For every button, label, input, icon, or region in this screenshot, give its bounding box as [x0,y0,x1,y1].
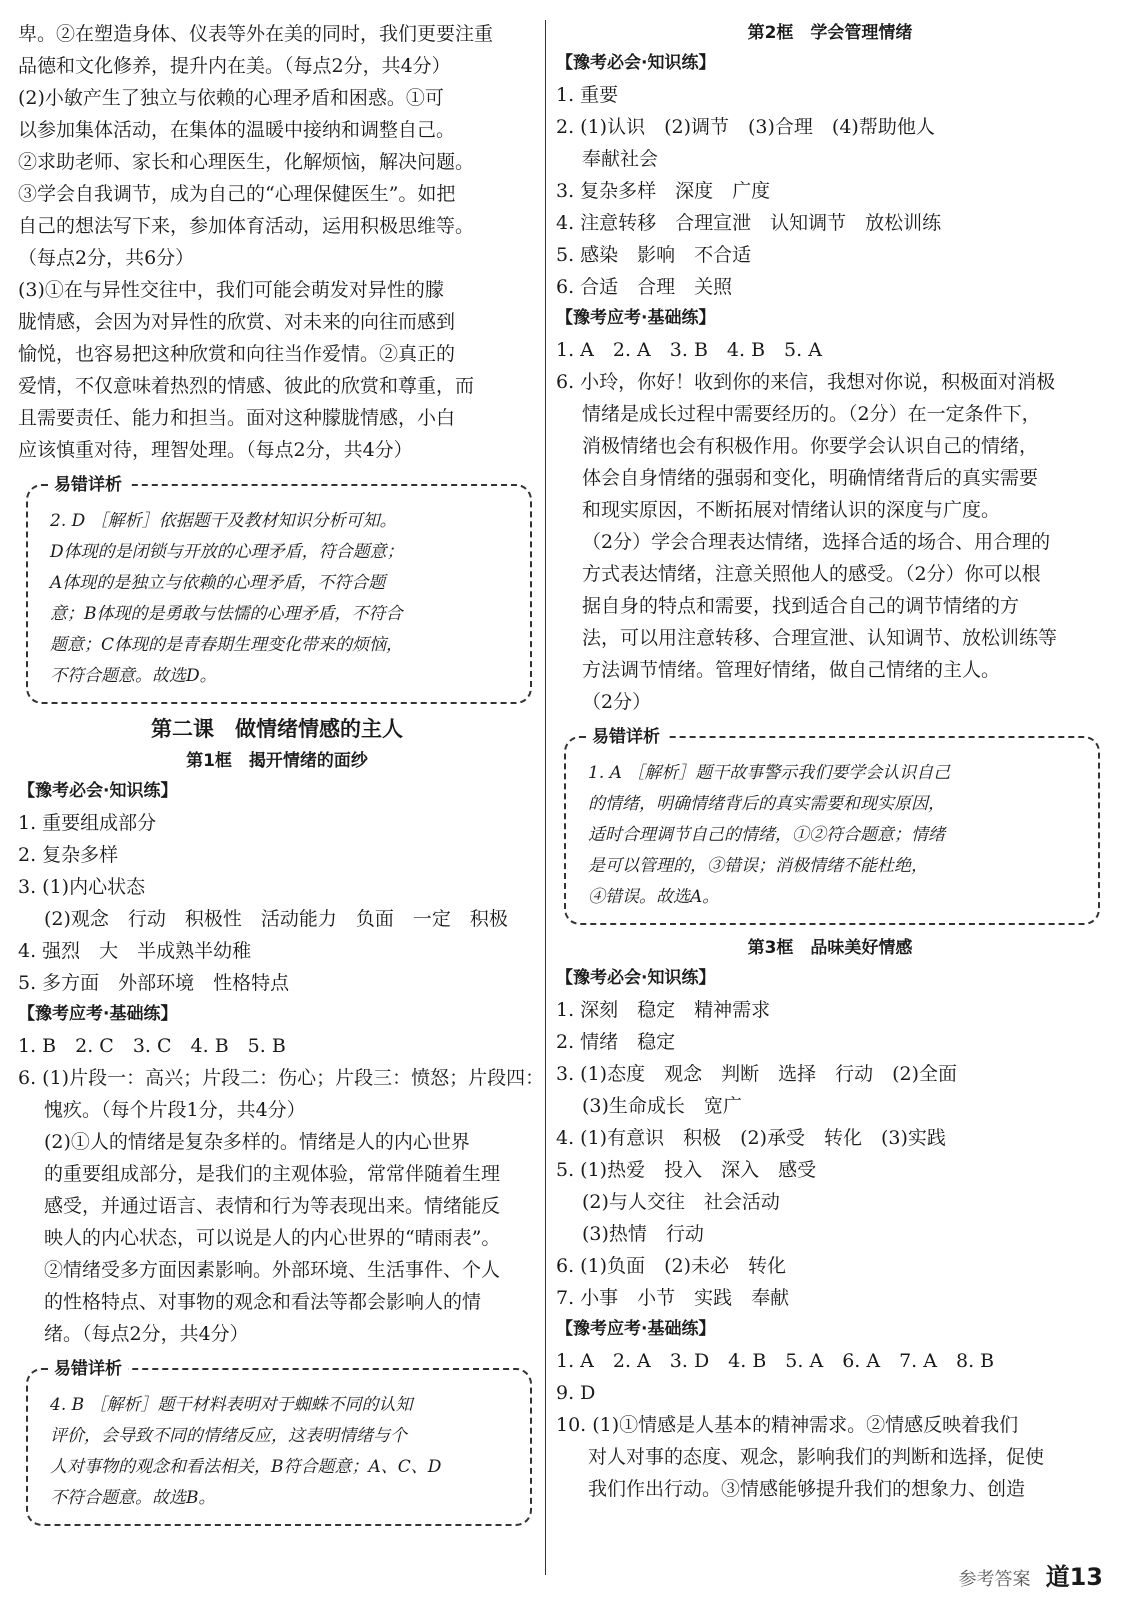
answer-line: 3. 复杂多样 深度 广度 [556,180,771,202]
answer-line: 1. A 2. A 3. B 4. B 5. A [556,339,822,361]
box-line: 意；B体现的是勇敢与怯懦的心理矛盾，不符合 [50,604,403,624]
answer-line: 方法调节情绪。管理好情绪，做自己情绪的主人。 [582,659,1001,681]
answer-line: (3)生命成长 宽广 [582,1095,742,1117]
answer-line: 3. (1)内心状态 [18,876,146,898]
box-line: 1. A ［解析］题干故事警示我们要学会认识自己 [588,763,951,783]
answer-line: 2. (1)认识 (2)调节 (3)合理 (4)帮助他人 [556,116,935,138]
box-line: 2. D ［解析］依据题干及教材知识分析可知。 [50,511,397,531]
answer-line: 映人的内心状态，可以说是人的内心世界的“晴雨表”。 [44,1227,501,1249]
section-tag: 【豫考应考·基础练】 [556,1319,716,1339]
answer-line: 5. (1)热爱 投入 深入 感受 [556,1159,817,1181]
answer-line: 6. 小玲，你好！收到你的来信，我想对你说，积极面对消极 [556,371,1056,393]
right-column [556,18,1104,1505]
answer-line: 我们作出行动。③情感能够提升我们的想象力、创造 [588,1478,1026,1500]
footer-label: 参考答案 [958,1569,1031,1590]
text-line: ②求助老师、家长和心理医生，化解烦恼，解决问题。 [18,151,475,173]
answer-line: 2. 情绪 稳定 [556,1031,676,1053]
answer-line: 6. (1)片段一：高兴；片段二：伤心；片段三：愤怒；片段四： [18,1067,545,1089]
section-title: 第3框 品味美好情感 [747,938,913,958]
section-tag: 【豫考必会·知识练】 [18,781,178,801]
box-line: 不符合题意。故选D。 [50,666,217,686]
error-analysis-box [26,1359,532,1526]
box-line: 题意；C体现的是青春期生理变化带来的烦恼， [50,635,404,655]
answer-line: 4. (1)有意识 积极 (2)承受 转化 (3)实践 [556,1127,946,1149]
answer-line: 1. B 2. C 3. C 4. B 5. B [18,1035,286,1057]
answer-line: 据自身的特点和需要，找到适合自己的调节情绪的方 [582,595,1020,617]
answer-line: 4. 注意转移 合理宣泄 认知调节 放松训练 [556,212,942,234]
answer-line: 2. 复杂多样 [18,844,119,866]
text-line: 愉悦，也容易把这种欣赏和向往当作爱情。②真正的 [18,343,456,365]
section-tag: 【豫考应考·基础练】 [18,1004,178,1024]
section-tag: 【豫考应考·基础练】 [556,308,716,328]
text-line: ③学会自我调节，成为自己的“心理保健医生”。如把 [18,183,456,205]
box-label: 易错详析 [48,1355,128,1383]
text-line: (3)①在与异性交往中，我们可能会萌发对异性的朦 [18,279,444,301]
box-line: 是可以管理的，③错误；消极情绪不能杜绝， [588,856,928,876]
answer-line: (2)①人的情绪是复杂多样的。情绪是人的内心世界 [44,1131,470,1153]
answer-line: 情绪是成长过程中需要经历的。（2分）在一定条件下， [582,403,1041,425]
intro-block [18,18,536,466]
text-line: (2)小敏产生了独立与依赖的心理矛盾和困惑。①可 [18,87,444,109]
box-line: ④错误。故选A。 [588,887,720,907]
text-line: 爱情，不仅意味着热烈的情感、彼此的欣赏和尊重，而 [18,375,475,397]
error-analysis-box [26,475,532,704]
answer-line: 1. A 2. A 3. D 4. B 5. A 6. A 7. A 8. B [556,1350,995,1372]
answer-line: (3)热情 行动 [582,1223,704,1245]
answer-line: 5. 感染 影响 不合适 [556,244,752,266]
answer-line: 消极情绪也会有积极作用。你要学会认识自己的情绪， [582,435,1039,457]
column-divider [545,20,546,1575]
answer-line: 对人对事的态度、观念，影响我们的判断和选择，促使 [588,1446,1045,1468]
box-line: 人对事物的观念和看法相关，B符合题意；A、C、D [50,1457,442,1477]
answer-line: 6. (1)负面 (2)未必 转化 [556,1255,786,1277]
answer-line: 10. (1)①情感是人基本的精神需求。②情感反映着我们 [556,1414,1019,1436]
lesson-title: 第二课 做情绪情感的主人 [151,717,403,741]
answer-line: 绪。（每点2分，共4分） [44,1323,249,1345]
text-line: 且需要责任、能力和担当。面对这种朦胧情感，小白 [18,407,456,429]
answer-line: 的性格特点、对事物的观念和看法等都会影响人的情 [44,1291,482,1313]
box-line: 不符合题意。故选B。 [50,1488,216,1508]
answer-line: 体会自身情绪的强弱和变化，明确情绪背后的真实需要 [582,467,1039,489]
box-label: 易错详析 [48,471,128,499]
box-line: 4. B ［解析］题干材料表明对于蜘蛛不同的认知 [50,1395,413,1415]
section-title: 第2框 学会管理情绪 [747,23,913,43]
answer-line: （2分） [582,691,652,713]
answer-line: 5. 多方面 外部环境 性格特点 [18,972,290,994]
section-tag: 【豫考必会·知识练】 [556,968,716,988]
box-line: A体现的是独立与依赖的心理矛盾，不符合题 [50,573,386,593]
answer-line: 3. (1)态度 观念 判断 选择 行动 (2)全面 [556,1063,957,1085]
box-line: 的情绪，明确情绪背后的真实需要和现实原因， [588,794,945,814]
answer-line: 感受，并通过语言、表情和行为等表现出来。情绪能反 [44,1195,501,1217]
text-line: 品德和文化修养，提升内在美。（每点2分，共4分） [18,55,451,77]
left-column [18,18,545,1534]
answer-line: 愧疚。（每个片段1分，共4分） [44,1099,306,1121]
answer-line: (2)观念 行动 积极性 活动能力 负面 一定 积极 [44,908,508,930]
text-line: 应该慎重对待，理智处理。（每点2分，共4分） [18,439,413,461]
error-analysis-box [564,727,1100,925]
text-line: 胧情感，会因为对异性的欣赏、对未来的向往而感到 [18,311,456,333]
answer-line: 6. 合适 合理 关照 [556,276,733,298]
answer-line: 9. D [556,1382,596,1404]
answer-line: 奉献社会 [582,148,659,170]
page-footer [959,1557,1104,1592]
box-label: 易错详析 [586,723,666,751]
answer-line: （2分）学会合理表达情绪，选择合适的场合、用合理的 [582,531,1051,553]
text-line: 自己的想法写下来，参加体育活动，运用积极思维等。 [18,215,475,237]
box-line: D体现的是闭锁与开放的心理矛盾，符合题意； [50,542,404,562]
answer-line: (2)与人交往 社会活动 [582,1191,780,1213]
answer-line: 7. 小事 小节 实践 奉献 [556,1287,790,1309]
answer-line: 1. 重要 [556,84,619,106]
answer-line: ②情绪受多方面因素影响。外部环境、生活事件、个人 [44,1259,501,1281]
box-line: 评价，会导致不同的情绪反应，这表明情绪与个 [50,1426,407,1446]
answer-line: 法，可以用注意转移、合理宣泄、认知调节、放松训练等 [582,627,1058,649]
answer-line: 4. 强烈 大 半成熟半幼稚 [18,940,252,962]
box-line: 适时合理调节自己的情绪，①②符合题意；情绪 [588,825,945,845]
answer-line: 方式表达情绪，注意关照他人的感受。（2分）你可以根 [582,563,1041,585]
page-number: 道13 [1045,1563,1103,1591]
text-line: 以参加集体活动，在集体的温暖中接纳和调整自己。 [18,119,456,141]
text-line: （每点2分，共6分） [18,247,195,269]
answer-line: 的重要组成部分，是我们的主观体验，常常伴随着生理 [44,1163,501,1185]
section-title: 第1框 揭开情绪的面纱 [186,751,368,771]
section-tag: 【豫考必会·知识练】 [556,53,716,73]
answer-line: 1. 深刻 稳定 精神需求 [556,999,771,1021]
text-line: 卑。②在塑造身体、仪表等外在美的同时，我们更要注重 [18,23,494,45]
answer-line: 和现实原因，不断拓展对情绪认识的深度与广度。 [582,499,1001,521]
answer-line: 1. 重要组成部分 [18,812,157,834]
